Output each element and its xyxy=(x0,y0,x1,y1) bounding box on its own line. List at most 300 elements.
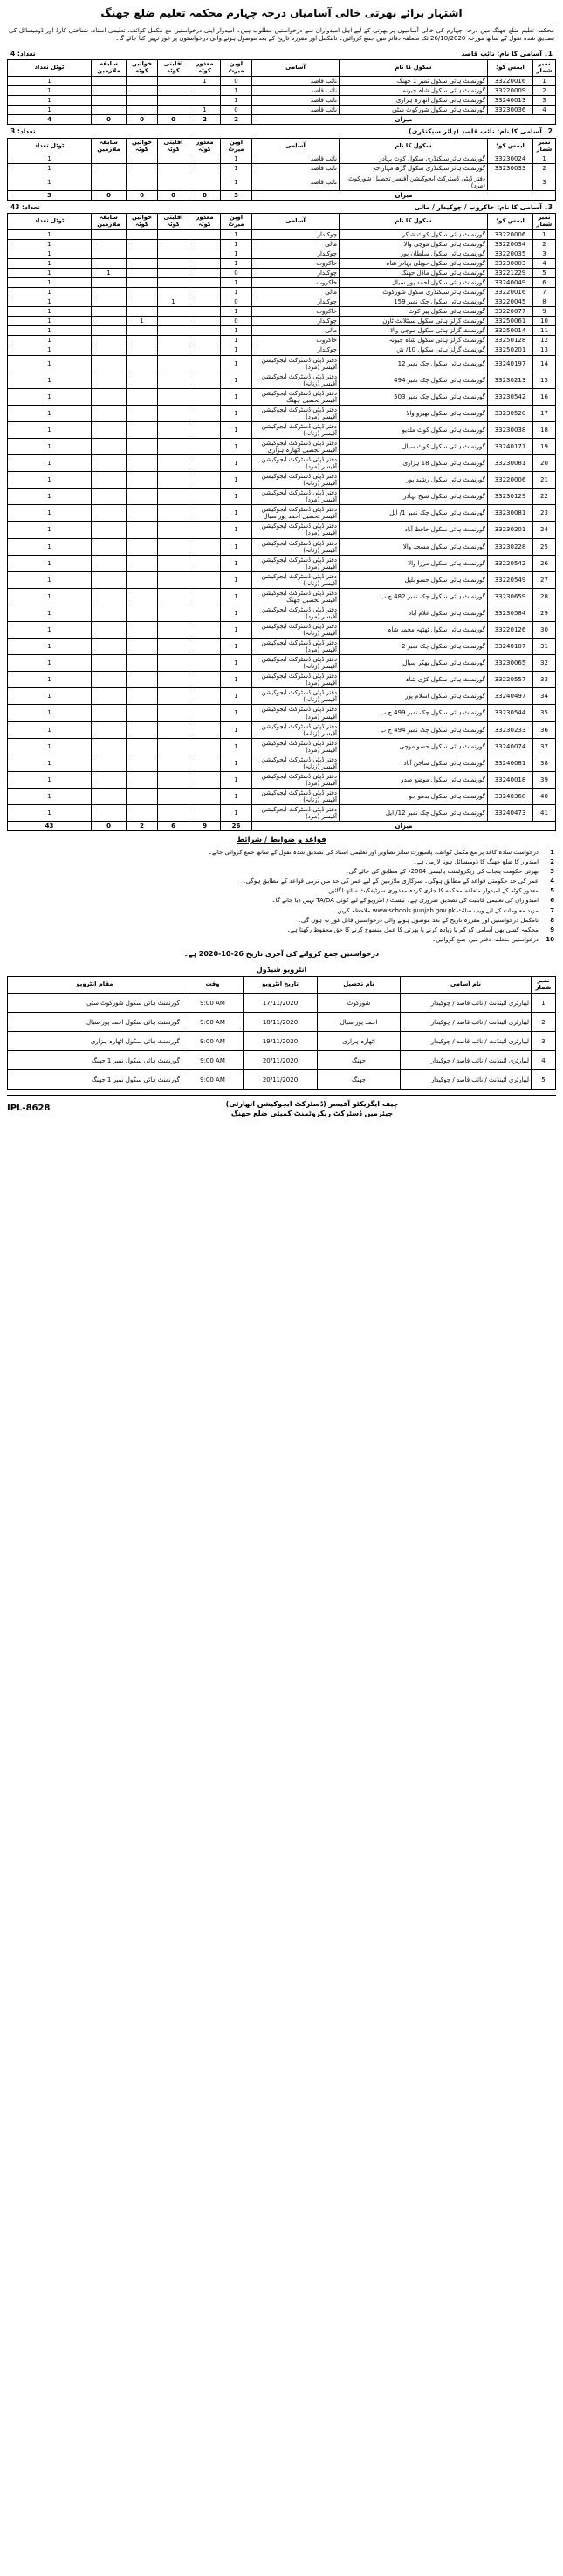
column-header: اوپن میرٹ xyxy=(221,60,252,77)
cell-ex xyxy=(92,472,127,489)
cell-emis: 33230065 xyxy=(488,655,533,672)
cell-sr: 39 xyxy=(533,771,556,788)
cell-ex xyxy=(92,372,127,388)
cell-sr: 2 xyxy=(533,239,556,249)
cell-post: دفتر ڈپٹی ڈسٹرکٹ ایجوکیشن آفیسر (مرد) xyxy=(252,405,340,421)
total-label: میزان xyxy=(252,190,556,200)
cell-open: 1 xyxy=(221,489,252,505)
total-label: میزان xyxy=(252,822,556,831)
cell-school: گورنمنٹ ہائی سکول غلام آباد xyxy=(340,605,488,621)
table-row xyxy=(8,336,556,345)
total-women: 2 xyxy=(127,822,158,831)
total-total: 4 xyxy=(8,115,92,125)
column-header: سکول کا نام xyxy=(340,60,488,77)
cell-sr: 6 xyxy=(533,278,556,288)
table-row xyxy=(8,85,556,95)
cell-school: گورنمنٹ ہائی سکول حویلی بہادر شاہ xyxy=(340,259,488,269)
cell-ex xyxy=(92,655,127,672)
cell-post: دفتر ڈپٹی ڈسٹرکٹ ایجوکیشن آفیسر (زنانہ) xyxy=(252,755,340,771)
table-row xyxy=(8,421,556,438)
cell-school: گورنمنٹ ہائی سکول کوٹ سیال xyxy=(340,438,488,454)
interview-venue: گورنمنٹ ہائی سکول نمبر 1 جھنگ xyxy=(8,1051,182,1070)
cell-emis: 33220126 xyxy=(488,622,533,639)
cell-total: 1 xyxy=(8,326,92,336)
table-row xyxy=(8,239,556,249)
cell-total: 1 xyxy=(8,288,92,297)
cell-disabled xyxy=(189,164,221,174)
cell-post: دفتر ڈپٹی ڈسٹرکٹ ایجوکیشن آفیسر (زنانہ) xyxy=(252,788,340,804)
interview-post: لیبارٹری اٹینڈنٹ / نائب قاصد / چوکیدار xyxy=(401,994,532,1013)
cell-open: 1 xyxy=(221,355,252,372)
cell-total: 1 xyxy=(8,622,92,639)
cell-sr: 1 xyxy=(533,229,556,239)
cell-women xyxy=(127,489,158,505)
cell-open: 1 xyxy=(221,326,252,336)
rule-item xyxy=(7,906,556,916)
vacancy-table xyxy=(7,213,556,831)
interview-date: 20/11/2020 xyxy=(244,1070,318,1090)
cell-women xyxy=(127,297,158,307)
cell-ex xyxy=(92,421,127,438)
cell-school: گورنمنٹ ہائر سیکنڈری سکول شورکوٹ xyxy=(340,288,488,297)
cell-school: گورنمنٹ ہائی سکول بھکر سیال xyxy=(340,655,488,672)
total-open: 2 xyxy=(221,115,252,125)
rule-text: درخواستیں متعلقہ دفتر میں جمع کروائیں۔ xyxy=(432,935,539,943)
cell-women xyxy=(127,588,158,605)
table-row xyxy=(8,705,556,721)
total-women: 0 xyxy=(127,115,158,125)
cell-emis: 33240197 xyxy=(488,355,533,372)
cell-school: گورنمنٹ ہائی سکول حسو بلیل xyxy=(340,571,488,588)
cell-women xyxy=(127,288,158,297)
cell-disabled xyxy=(189,655,221,672)
cell-sr: 37 xyxy=(533,738,556,755)
cell-school: گورنمنٹ ہائی سکول حافظ آباد xyxy=(340,522,488,538)
table-row xyxy=(8,805,556,822)
signature-line-2: چیئرمین ڈسٹرکٹ ریکروٹمنٹ کمیٹی ضلع جھنگ xyxy=(230,1110,394,1118)
cell-emis: 33230542 xyxy=(488,388,533,405)
cell-emis: 33220034 xyxy=(488,239,533,249)
cell-open: 1 xyxy=(221,639,252,655)
table-row xyxy=(8,771,556,788)
cell-ex xyxy=(92,721,127,738)
cell-post: خاکروب xyxy=(252,278,340,288)
cell-school: گورنمنٹ گرلز ہائی سکول موچی والا xyxy=(340,326,488,336)
rule-item xyxy=(7,926,556,935)
cell-total: 1 xyxy=(8,588,92,605)
ipl-number: IPL-8628 xyxy=(7,1104,51,1114)
cell-open: 1 xyxy=(221,154,252,164)
cell-school: گورنمنٹ ہائی سکول بدھو جو xyxy=(340,788,488,804)
table-row xyxy=(8,317,556,326)
cell-sr: 24 xyxy=(533,522,556,538)
cell-disabled xyxy=(189,555,221,571)
cell-post: دفتر ڈپٹی ڈسٹرکٹ ایجوکیشن آفیسر تحصیل جھنگ xyxy=(252,588,340,605)
cell-ex xyxy=(92,455,127,472)
cell-disabled xyxy=(189,297,221,307)
cell-post: دفتر ڈپٹی ڈسٹرکٹ ایجوکیشن آفیسر (مرد) xyxy=(252,522,340,538)
cell-minority xyxy=(158,421,189,438)
column-header: خواتین کوٹہ xyxy=(127,60,158,77)
table-row xyxy=(8,259,556,269)
cell-post: چوکیدار xyxy=(252,317,340,326)
cell-sr: 3 xyxy=(533,96,556,106)
rule-item xyxy=(7,886,556,896)
interview-date: 19/11/2020 xyxy=(244,1032,318,1051)
cell-minority xyxy=(158,164,189,174)
cell-ex xyxy=(92,622,127,639)
section-heading xyxy=(7,125,556,138)
cell-open: 1 xyxy=(221,588,252,605)
cell-disabled xyxy=(189,269,221,278)
cell-women: 1 xyxy=(127,317,158,326)
interview-venue: گورنمنٹ ہائی سکول اٹھارہ ہزاری xyxy=(8,1032,182,1051)
cell-open: 0 xyxy=(221,297,252,307)
column-header: سابقہ ملازمین xyxy=(92,214,127,230)
cell-school: گورنمنٹ ہائی سکول چک نمبر 12 xyxy=(340,355,488,372)
cell-emis: 33221229 xyxy=(488,269,533,278)
rule-item xyxy=(7,858,556,867)
cell-emis: 33220006 xyxy=(488,472,533,489)
cell-total: 1 xyxy=(8,297,92,307)
cell-emis: 33240018 xyxy=(488,771,533,788)
table-row xyxy=(8,489,556,505)
cell-ex xyxy=(92,438,127,454)
total-open: 26 xyxy=(221,822,252,831)
interview-venue: گورنمنٹ ہائی سکول شورکوٹ سٹی xyxy=(8,994,182,1013)
cell-open: 1 xyxy=(221,571,252,588)
cell-minority xyxy=(158,278,189,288)
cell-total: 1 xyxy=(8,372,92,388)
cell-sr: 30 xyxy=(533,622,556,639)
table-row xyxy=(8,688,556,705)
rule-number: 8 xyxy=(550,916,554,924)
cell-minority xyxy=(158,307,189,317)
cell-sr: 34 xyxy=(533,688,556,705)
table-row xyxy=(8,326,556,336)
cell-total: 1 xyxy=(8,259,92,269)
cell-minority xyxy=(158,672,189,688)
cell-sr: 31 xyxy=(533,639,556,655)
interview-title: انٹرویو شیڈول xyxy=(256,966,307,974)
cell-women xyxy=(127,738,158,755)
column-header: آسامی xyxy=(252,138,340,154)
cell-total: 1 xyxy=(8,405,92,421)
column-header: سکول کا نام xyxy=(340,138,488,154)
cell-sr: 21 xyxy=(533,472,556,489)
cell-post: دفتر ڈپٹی ڈسٹرکٹ ایجوکیشن آفیسر (مرد) xyxy=(252,489,340,505)
cell-disabled xyxy=(189,522,221,538)
cell-emis: 33250014 xyxy=(488,326,533,336)
section-count: تعداد: 4 xyxy=(10,49,36,58)
vacancy-table xyxy=(7,138,556,201)
cell-emis: 33240107 xyxy=(488,639,533,655)
cell-post: دفتر ڈپٹی ڈسٹرکٹ ایجوکیشن آفیسر تحصیل جھنگ xyxy=(252,388,340,405)
cell-women xyxy=(127,174,158,190)
cell-post: دفتر ڈپٹی ڈسٹرکٹ ایجوکیشن آفیسر (مرد) xyxy=(252,738,340,755)
cell-school: گورنمنٹ ہائی سکول موضع صدو xyxy=(340,771,488,788)
cell-minority xyxy=(158,76,189,85)
cell-post: دفتر ڈپٹی ڈسٹرکٹ ایجوکیشن آفیسر تحصیل اٹھارہ ہزاری xyxy=(252,438,340,454)
cell-minority xyxy=(158,738,189,755)
cell-ex xyxy=(92,571,127,588)
cell-disabled xyxy=(189,96,221,106)
cell-ex xyxy=(92,154,127,164)
cell-sr: 1 xyxy=(533,154,556,164)
cell-total: 1 xyxy=(8,672,92,688)
cell-disabled xyxy=(189,622,221,639)
cell-total: 1 xyxy=(8,154,92,164)
cell-open: 1 xyxy=(221,229,252,239)
cell-school: گورنمنٹ گرلز ہائی سکول سیٹلائٹ ٹاؤن xyxy=(340,317,488,326)
cell-open: 1 xyxy=(221,805,252,822)
cell-post: دفتر ڈپٹی ڈسٹرکٹ ایجوکیشن آفیسر (زنانہ) xyxy=(252,655,340,672)
cell-post: نائب قاصد xyxy=(252,174,340,190)
cell-total: 1 xyxy=(8,788,92,804)
cell-women xyxy=(127,705,158,721)
rules-list xyxy=(7,848,556,945)
cell-sr: 13 xyxy=(533,345,556,355)
cell-open: 1 xyxy=(221,771,252,788)
interview-body xyxy=(8,994,556,1090)
cell-ex xyxy=(92,522,127,538)
cell-women xyxy=(127,571,158,588)
total-disabled: 0 xyxy=(189,190,221,200)
section-heading xyxy=(7,201,556,214)
cell-emis: 33220016 xyxy=(488,288,533,297)
interview-time: 9:00 AM xyxy=(182,1013,244,1032)
cell-school: گورنمنٹ ہائی سکول چک نمبر 12/ ایل xyxy=(340,805,488,822)
cell-sr: 20 xyxy=(533,455,556,472)
total-disabled: 9 xyxy=(189,822,221,831)
cell-minority xyxy=(158,538,189,555)
cell-ex xyxy=(92,164,127,174)
cell-disabled xyxy=(189,345,221,355)
cell-minority xyxy=(158,106,189,115)
column-header: ایمس کوڈ xyxy=(488,60,533,77)
cell-ex xyxy=(92,755,127,771)
cell-women xyxy=(127,421,158,438)
cell-open: 0 xyxy=(221,317,252,326)
cell-total: 1 xyxy=(8,307,92,317)
table-row xyxy=(8,605,556,621)
cell-minority xyxy=(158,455,189,472)
cell-open: 1 xyxy=(221,278,252,288)
table-row xyxy=(8,307,556,317)
cell-minority xyxy=(158,571,189,588)
cell-post: خاکروب xyxy=(252,307,340,317)
interview-post: لیبارٹری اٹینڈنٹ / نائب قاصد / چوکیدار xyxy=(401,1013,532,1032)
cell-post: دفتر ڈپٹی ڈسٹرکٹ ایجوکیشن آفیسر (زنانہ) xyxy=(252,538,340,555)
cell-women xyxy=(127,622,158,639)
cell-post: مالی xyxy=(252,288,340,297)
cell-women xyxy=(127,269,158,278)
column-header: آسامی xyxy=(252,60,340,77)
table-row xyxy=(8,388,556,405)
cell-ex xyxy=(92,96,127,106)
cell-post: دفتر ڈپٹی ڈسٹرکٹ ایجوکیشن آفیسر (مرد) xyxy=(252,355,340,372)
cell-open: 1 xyxy=(221,455,252,472)
table-row xyxy=(8,555,556,571)
cell-sr: 8 xyxy=(533,297,556,307)
section-title: 1۔ آسامی کا نام: نائب قاصد xyxy=(461,49,553,58)
cell-post: خاکروب xyxy=(252,259,340,269)
cell-disabled xyxy=(189,505,221,522)
cell-post: دفتر ڈپٹی ڈسٹرکٹ ایجوکیشن آفیسر تحصیل احمد پور سیال xyxy=(252,505,340,522)
cell-total: 1 xyxy=(8,85,92,95)
table-row xyxy=(8,738,556,755)
cell-emis: 33250128 xyxy=(488,336,533,345)
cell-disabled xyxy=(189,307,221,317)
cell-disabled xyxy=(189,438,221,454)
cell-disabled xyxy=(189,355,221,372)
cell-emis: 33230520 xyxy=(488,405,533,421)
cell-post: دفتر ڈپٹی ڈسٹرکٹ ایجوکیشن آفیسر (مرد) xyxy=(252,639,340,655)
cell-total: 1 xyxy=(8,738,92,755)
cell-post: چوکیدار xyxy=(252,345,340,355)
table-row xyxy=(8,288,556,297)
cell-school: گورنمنٹ ہائی سکول شورکوٹ سٹی xyxy=(340,106,488,115)
cell-post: چوکیدار xyxy=(252,249,340,258)
vacancy-header-row xyxy=(8,138,556,154)
cell-emis: 33230081 xyxy=(488,455,533,472)
cell-total: 1 xyxy=(8,421,92,438)
cell-minority xyxy=(158,639,189,655)
rule-number: 6 xyxy=(550,897,554,905)
cell-disabled xyxy=(189,405,221,421)
cell-open: 1 xyxy=(221,307,252,317)
cell-ex xyxy=(92,288,127,297)
cell-disabled xyxy=(189,249,221,258)
cell-open: 1 xyxy=(221,388,252,405)
cell-disabled xyxy=(189,229,221,239)
cell-disabled xyxy=(189,317,221,326)
cell-minority xyxy=(158,655,189,672)
total-row xyxy=(8,190,556,200)
cell-total: 1 xyxy=(8,106,92,115)
cell-open: 1 xyxy=(221,688,252,705)
cell-minority xyxy=(158,269,189,278)
cell-school: گورنمنٹ گرلز ہائی سکول شاہ جیونہ xyxy=(340,336,488,345)
signature-block xyxy=(68,1099,556,1118)
cell-women xyxy=(127,788,158,804)
cell-sr: 2 xyxy=(533,164,556,174)
cell-disabled xyxy=(189,278,221,288)
cell-disabled xyxy=(189,588,221,605)
cell-open: 1 xyxy=(221,522,252,538)
cell-minority xyxy=(158,388,189,405)
cell-disabled xyxy=(189,326,221,336)
cell-post: نائب قاصد xyxy=(252,154,340,164)
interview-row xyxy=(8,1070,556,1090)
cell-ex xyxy=(92,278,127,288)
cell-school: گورنمنٹ ہائی سکول 18 ہزاری xyxy=(340,455,488,472)
page-title: اشتہار برائے بھرتی خالی آسامیاں درجہ چہارم محکمہ تعلیم ضلع جھنگ xyxy=(7,3,556,24)
cell-ex xyxy=(92,317,127,326)
cell-sr: 41 xyxy=(533,805,556,822)
cell-minority xyxy=(158,355,189,372)
interview-column-header: نام تحصیل xyxy=(318,977,401,994)
rules-title: قواعد و ضوابط / شرائط xyxy=(237,836,326,845)
cell-total: 1 xyxy=(8,472,92,489)
cell-school: گورنمنٹ ہائی سکول کوٹ ملدیو xyxy=(340,421,488,438)
cell-women xyxy=(127,388,158,405)
cell-post: دفتر ڈپٹی ڈسٹرکٹ ایجوکیشن آفیسر (مرد) xyxy=(252,805,340,822)
cell-school: گورنمنٹ ہائی سکول شاہ جیونہ xyxy=(340,85,488,95)
cell-school: گورنمنٹ ہائی سکول چک نمبر 482 ج ب xyxy=(340,588,488,605)
cell-school: گورنمنٹ ہائی سکول مرزا والا xyxy=(340,555,488,571)
cell-post: دفتر ڈپٹی ڈسٹرکٹ ایجوکیشن آفیسر (مرد) xyxy=(252,705,340,721)
cell-ex xyxy=(92,388,127,405)
cell-school: گورنمنٹ ہائی سکول شیخ بہادر xyxy=(340,489,488,505)
cell-total: 1 xyxy=(8,388,92,405)
cell-emis: 33220006 xyxy=(488,229,533,239)
total-minority: 0 xyxy=(158,115,189,125)
cell-sr: 14 xyxy=(533,355,556,372)
column-header: اوپن میرٹ xyxy=(221,138,252,154)
table-row xyxy=(8,355,556,372)
cell-women xyxy=(127,605,158,621)
footer xyxy=(7,1095,556,1118)
interview-header-row xyxy=(8,977,556,994)
cell-women xyxy=(127,96,158,106)
cell-ex xyxy=(92,405,127,421)
cell-school: گورنمنٹ ہائی سکول رشید پور xyxy=(340,472,488,489)
total-total: 43 xyxy=(8,822,92,831)
cell-post: دفتر ڈپٹی ڈسٹرکٹ ایجوکیشن آفیسر (زنانہ) xyxy=(252,721,340,738)
column-header: سابقہ ملازمین xyxy=(92,60,127,77)
section-title: 3۔ آسامی کا نام: خاکروب / چوکیدار / مالی xyxy=(414,202,553,211)
table-row xyxy=(8,755,556,771)
cell-emis: 33220542 xyxy=(488,555,533,571)
cell-ex xyxy=(92,355,127,372)
cell-sr: 22 xyxy=(533,489,556,505)
column-header: ٹوٹل تعداد xyxy=(8,138,92,154)
cell-post: مالی xyxy=(252,326,340,336)
cell-emis: 33240368 xyxy=(488,788,533,804)
cell-open: 1 xyxy=(221,755,252,771)
cell-total: 1 xyxy=(8,96,92,106)
cell-disabled xyxy=(189,372,221,388)
cell-minority xyxy=(158,174,189,190)
cell-emis: 33220077 xyxy=(488,307,533,317)
cell-open: 1 xyxy=(221,239,252,249)
cell-school: گورنمنٹ ہائی سکول موچی والا xyxy=(340,239,488,249)
cell-emis: 33220045 xyxy=(488,297,533,307)
cell-post: چوکیدار xyxy=(252,269,340,278)
rule-text: امیدواران کی تعلیمی قابلیت کی تصدیق ضروری ہے۔ ٹیسٹ / انٹرویو کے لیے کوئی TA/DA نہیں دیا جائے گا۔ xyxy=(271,897,539,905)
table-row xyxy=(8,622,556,639)
cell-emis: 33230003 xyxy=(488,259,533,269)
cell-emis: 33220035 xyxy=(488,249,533,258)
cell-open: 1 xyxy=(221,672,252,688)
table-row xyxy=(8,571,556,588)
cell-disabled xyxy=(189,738,221,755)
cell-emis: 33230129 xyxy=(488,489,533,505)
cell-emis: 33220016 xyxy=(488,76,533,85)
intro-paragraph: محکمہ تعلیم ضلع جھنگ میں درجہ چہارم کی خالی آسامیوں پر بھرتی کے لیے اہل امیدواران سے درخواستیں مطلوب ہیں۔ امیدوار اپنی درخواستیں مع مکمل کوائف، تعلیمی اسناد، شناختی کارڈ اور ڈومیسائل کی تصدیق شدہ نقول کے ساتھ مورخہ 26/10/2020 تک متعلقہ دفاتر میں جمع کروائیں۔ نامکمل اور مقررہ تاریخ کے بعد موصول ہونے والی درخواستوں پر غور نہیں کیا جائے گا۔ xyxy=(9,26,554,43)
cell-sr: 26 xyxy=(533,555,556,571)
cell-women xyxy=(127,278,158,288)
cell-open: 1 xyxy=(221,721,252,738)
cell-total: 1 xyxy=(8,76,92,85)
cell-school: گورنمنٹ ہائر سیکنڈری سکول کوٹ بہادر xyxy=(340,154,488,164)
cell-open: 0 xyxy=(221,76,252,85)
cell-total: 1 xyxy=(8,269,92,278)
interview-time: 9:00 AM xyxy=(182,1032,244,1051)
section-heading xyxy=(7,47,556,60)
cell-post: خاکروب xyxy=(252,336,340,345)
